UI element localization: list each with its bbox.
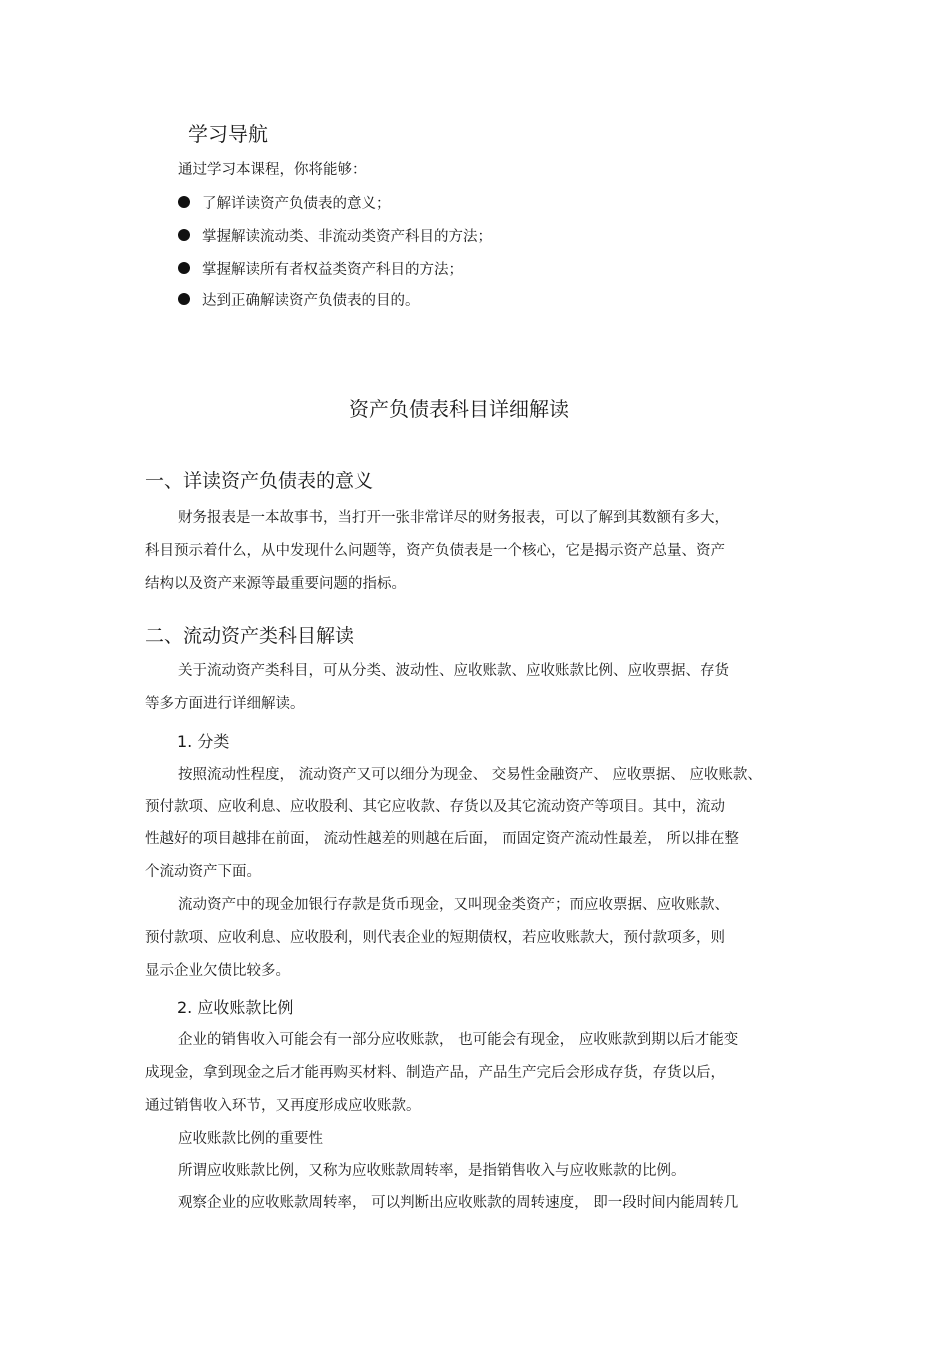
nav-title: 学习导航	[188, 122, 268, 146]
paragraph-line: 流动资产中的现金加银行存款是货币现金，又叫现金类资产；而应收票据、应收账款、	[178, 897, 729, 913]
paragraph-line: 成现金，拿到现金之后才能再购买材料、制造产品，产品生产完后会形成存货，存货以后，	[145, 1065, 725, 1081]
paragraph-line: 科目预示着什么，从中发现什么问题等，资产负债表是一个核心，它是揭示资产总量、资产	[145, 543, 725, 559]
paragraph-line: 预付款项、应收利息、应收股利，则代表企业的短期债权，若应收账款大，预付款项多，则	[145, 930, 725, 946]
nav-intro: 通过学习本课程，你将能够：	[178, 162, 367, 178]
goal-item	[178, 291, 420, 311]
bullet-dot-icon	[178, 262, 190, 274]
goal-text: 掌握解读所有者权益类资产科目的方法；	[202, 262, 463, 278]
paragraph-line: 个流动资产下面。	[145, 864, 261, 880]
section-heading: 二、流动资产类科目解读	[145, 625, 355, 647]
paragraph-line: 关于流动资产类科目，可从分类、波动性、应收账款、应收账款比例、应收票据、存货	[178, 663, 729, 679]
goal-text: 了解详读资产负债表的意义；	[202, 196, 391, 212]
paragraph-line: 观察企业的应收账款周转率， 可以判断出应收账款的周转速度， 即一段时间内能周转几	[178, 1195, 739, 1211]
paragraph-line: 按照流动性程度， 流动资产又可以细分为现金、 交易性金融资产、 应收票据、 应收账款、	[178, 767, 762, 783]
paragraph-line: 显示企业欠债比较多。	[145, 963, 290, 979]
paragraph-line: 等多方面进行详细解读。	[145, 696, 305, 712]
goal-text: 掌握解读流动类、非流动类资产科目的方法；	[202, 229, 492, 245]
paragraph-line: 财务报表是一本故事书，当打开一张非常详尽的财务报表，可以了解到其数额有多大，	[178, 510, 729, 526]
goal-item	[178, 227, 492, 247]
goal-item	[178, 260, 463, 280]
subsection-heading: 2. 应收账款比例	[177, 998, 294, 1017]
paragraph-line: 性越好的项目越排在前面， 流动性越差的则越在后面， 而固定资产流动性最差， 所以排在整	[145, 831, 739, 847]
paragraph-line: 预付款项、应收利息、应收股利、其它应收款、存货以及其它流动资产等项目。其中，流动	[145, 799, 725, 815]
paragraph-line: 应收账款比例的重要性	[178, 1131, 323, 1147]
paragraph-line: 结构以及资产来源等最重要问题的指标。	[145, 576, 406, 592]
bullet-dot-icon	[178, 196, 190, 208]
document-title: 资产负债表科目详细解读	[349, 397, 569, 421]
bullet-dot-icon	[178, 293, 190, 305]
bullet-dot-icon	[178, 229, 190, 241]
paragraph-line: 通过销售收入环节，又再度形成应收账款。	[145, 1098, 421, 1114]
paragraph-line: 所谓应收账款比例，又称为应收账款周转率，是指销售收入与应收账款的比例。	[178, 1163, 686, 1179]
section-heading: 一、详读资产负债表的意义	[145, 470, 374, 492]
goal-item	[178, 194, 391, 214]
subsection-heading: 1. 分类	[177, 732, 230, 751]
goal-text: 达到正确解读资产负债表的目的。	[202, 293, 420, 309]
paragraph-line: 企业的销售收入可能会有一部分应收账款， 也可能会有现金， 应收账款到期以后才能变	[178, 1032, 739, 1048]
